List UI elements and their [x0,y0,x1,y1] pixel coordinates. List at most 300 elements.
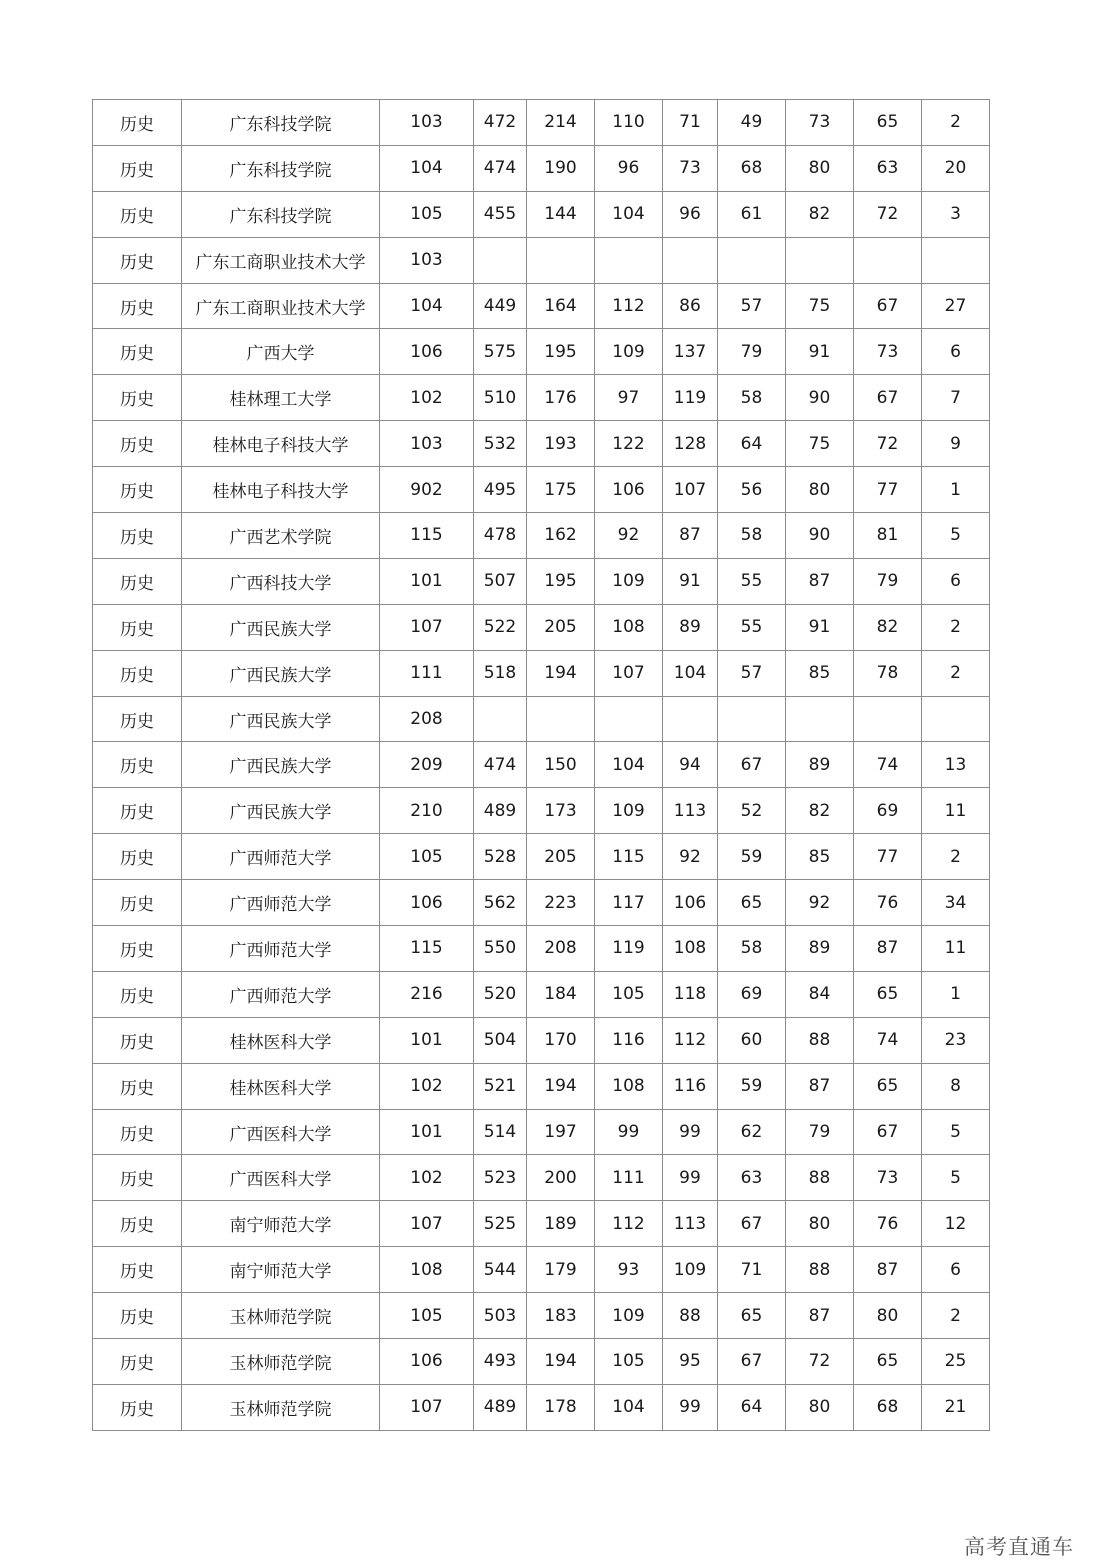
score-cell-4: 64 [718,1384,786,1430]
table-row [93,1247,990,1293]
score-cell-2: 104 [595,742,663,788]
count-cell: 3 [922,191,990,237]
score-cell-4: 56 [718,467,786,513]
score-cell-5: 82 [786,788,854,834]
table-row [93,467,990,513]
score-cell-5: 89 [786,742,854,788]
total-score-cell: 562 [474,880,527,926]
total-score-cell: 518 [474,650,527,696]
score-cell-5: 89 [786,926,854,972]
score-cell-2: 104 [595,1384,663,1430]
score-cell-5: 80 [786,467,854,513]
score-cell-3: 106 [663,880,718,926]
score-cell-1: 194 [527,1063,595,1109]
score-cell-1: 173 [527,788,595,834]
subject-cell: 历史 [93,1339,182,1385]
major-group-code-cell: 208 [380,696,474,742]
school-name-cell: 广西医科大学 [182,1155,380,1201]
score-cell-3: 92 [663,834,718,880]
total-score-cell: 514 [474,1109,527,1155]
score-cell-5: 85 [786,834,854,880]
score-cell-3: 112 [663,1017,718,1063]
subject-cell: 历史 [93,1293,182,1339]
score-cell-2: 99 [595,1109,663,1155]
score-cell-2: 92 [595,513,663,559]
score-cell-3: 99 [663,1384,718,1430]
score-cell-4: 63 [718,1155,786,1201]
score-cell-5 [786,237,854,283]
major-group-code-cell: 902 [380,467,474,513]
score-cell-5 [786,696,854,742]
total-score-cell: 489 [474,1384,527,1430]
score-cell-6: 67 [854,283,922,329]
school-name-cell: 桂林电子科技大学 [182,467,380,513]
score-cell-3: 113 [663,1201,718,1247]
score-cell-1: 195 [527,329,595,375]
major-group-code-cell: 101 [380,1017,474,1063]
subject-cell: 历史 [93,467,182,513]
major-group-code-cell: 103 [380,237,474,283]
score-cell-6: 63 [854,145,922,191]
score-cell-4: 55 [718,558,786,604]
score-cell-6: 74 [854,1017,922,1063]
score-cell-6: 87 [854,1247,922,1293]
school-name-cell: 广西师范大学 [182,834,380,880]
score-cell-2: 109 [595,558,663,604]
score-cell-6: 80 [854,1293,922,1339]
table-row [93,971,990,1017]
score-cell-2: 108 [595,1063,663,1109]
count-cell: 6 [922,329,990,375]
major-group-code-cell: 103 [380,100,474,146]
score-cell-2: 112 [595,283,663,329]
total-score-cell: 575 [474,329,527,375]
score-cell-1: 200 [527,1155,595,1201]
score-cell-6 [854,237,922,283]
score-cell-4: 71 [718,1247,786,1293]
count-cell: 13 [922,742,990,788]
score-cell-6: 77 [854,834,922,880]
score-cell-3: 88 [663,1293,718,1339]
subject-cell: 历史 [93,145,182,191]
score-cell-6: 69 [854,788,922,834]
count-cell: 2 [922,834,990,880]
score-cell-6: 65 [854,1339,922,1385]
score-cell-6: 76 [854,880,922,926]
score-cell-6: 79 [854,558,922,604]
total-score-cell: 507 [474,558,527,604]
table-row [93,1201,990,1247]
count-cell: 1 [922,467,990,513]
score-cell-5: 72 [786,1339,854,1385]
major-group-code-cell: 107 [380,604,474,650]
school-name-cell: 广西民族大学 [182,696,380,742]
school-name-cell: 广东科技学院 [182,145,380,191]
score-cell-3: 107 [663,467,718,513]
score-cell-2: 105 [595,971,663,1017]
school-name-cell: 广西民族大学 [182,742,380,788]
school-name-cell: 桂林电子科技大学 [182,421,380,467]
major-group-code-cell: 103 [380,421,474,467]
score-cell-5: 91 [786,329,854,375]
score-cell-4: 60 [718,1017,786,1063]
count-cell: 6 [922,558,990,604]
major-group-code-cell: 216 [380,971,474,1017]
score-cell-4: 59 [718,1063,786,1109]
score-cell-3: 113 [663,788,718,834]
total-score-cell: 493 [474,1339,527,1385]
score-cell-4: 65 [718,880,786,926]
subject-cell: 历史 [93,1155,182,1201]
count-cell: 2 [922,650,990,696]
score-cell-2: 109 [595,788,663,834]
total-score-cell: 522 [474,604,527,650]
school-name-cell: 广西科技大学 [182,558,380,604]
count-cell: 12 [922,1201,990,1247]
score-cell-3 [663,237,718,283]
score-cell-3: 94 [663,742,718,788]
total-score-cell: 503 [474,1293,527,1339]
score-cell-3: 116 [663,1063,718,1109]
score-cell-1: 193 [527,421,595,467]
score-cell-3: 86 [663,283,718,329]
table-body [93,100,990,1431]
table-row [93,604,990,650]
score-cell-6: 73 [854,1155,922,1201]
major-group-code-cell: 105 [380,1293,474,1339]
school-name-cell: 广西师范大学 [182,880,380,926]
score-cell-6: 65 [854,100,922,146]
major-group-code-cell: 104 [380,145,474,191]
score-cell-5: 90 [786,513,854,559]
total-score-cell: 472 [474,100,527,146]
score-cell-2: 109 [595,329,663,375]
score-cell-5: 75 [786,283,854,329]
major-group-code-cell: 101 [380,1109,474,1155]
school-name-cell: 广西艺术学院 [182,513,380,559]
subject-cell: 历史 [93,1201,182,1247]
score-cell-2: 117 [595,880,663,926]
total-score-cell: 528 [474,834,527,880]
subject-cell: 历史 [93,650,182,696]
total-score-cell: 525 [474,1201,527,1247]
major-group-code-cell: 210 [380,788,474,834]
score-cell-1: 184 [527,971,595,1017]
subject-cell: 历史 [93,788,182,834]
subject-cell: 历史 [93,375,182,421]
table-row [93,513,990,559]
count-cell: 5 [922,1155,990,1201]
score-cell-1: 175 [527,467,595,513]
score-cell-1: 179 [527,1247,595,1293]
score-cell-4: 55 [718,604,786,650]
school-name-cell: 广东工商职业技术大学 [182,283,380,329]
subject-cell: 历史 [93,834,182,880]
table-row [93,880,990,926]
score-cell-4: 79 [718,329,786,375]
total-score-cell: 520 [474,971,527,1017]
score-cell-4: 52 [718,788,786,834]
major-group-code-cell: 105 [380,834,474,880]
school-name-cell: 广西民族大学 [182,604,380,650]
score-cell-1: 205 [527,834,595,880]
score-cell-4: 59 [718,834,786,880]
major-group-code-cell: 209 [380,742,474,788]
score-cell-6: 72 [854,191,922,237]
score-cell-4: 61 [718,191,786,237]
count-cell: 5 [922,513,990,559]
score-cell-3: 91 [663,558,718,604]
table-row [93,421,990,467]
table-row [93,926,990,972]
major-group-code-cell: 108 [380,1247,474,1293]
score-cell-2: 109 [595,1293,663,1339]
subject-cell: 历史 [93,100,182,146]
score-cell-1: 205 [527,604,595,650]
score-cell-1: 170 [527,1017,595,1063]
major-group-code-cell: 115 [380,926,474,972]
score-cell-2: 97 [595,375,663,421]
total-score-cell: 504 [474,1017,527,1063]
subject-cell: 历史 [93,1384,182,1430]
score-cell-1: 194 [527,1339,595,1385]
subject-cell: 历史 [93,742,182,788]
score-cell-6: 77 [854,467,922,513]
school-name-cell: 玉林师范学院 [182,1384,380,1430]
score-cell-3: 95 [663,1339,718,1385]
score-cell-4: 49 [718,100,786,146]
major-group-code-cell: 102 [380,375,474,421]
score-cell-2: 108 [595,604,663,650]
score-cell-2: 112 [595,1201,663,1247]
score-cell-3: 104 [663,650,718,696]
school-name-cell: 桂林医科大学 [182,1063,380,1109]
score-cell-6: 68 [854,1384,922,1430]
score-cell-5: 90 [786,375,854,421]
major-group-code-cell: 106 [380,329,474,375]
subject-cell: 历史 [93,696,182,742]
score-cell-3: 89 [663,604,718,650]
count-cell: 1 [922,971,990,1017]
score-cell-1: 164 [527,283,595,329]
total-score-cell: 550 [474,926,527,972]
total-score-cell [474,696,527,742]
score-cell-2: 96 [595,145,663,191]
subject-cell: 历史 [93,237,182,283]
score-cell-5: 79 [786,1109,854,1155]
count-cell: 7 [922,375,990,421]
score-cell-2: 119 [595,926,663,972]
major-group-code-cell: 101 [380,558,474,604]
score-cell-5: 73 [786,100,854,146]
school-name-cell: 玉林师范学院 [182,1339,380,1385]
score-cell-2: 93 [595,1247,663,1293]
score-cell-3: 96 [663,191,718,237]
score-cell-6 [854,696,922,742]
table-row [93,191,990,237]
score-cell-4: 65 [718,1293,786,1339]
count-cell [922,237,990,283]
count-cell: 20 [922,145,990,191]
major-group-code-cell: 102 [380,1155,474,1201]
score-cell-6: 87 [854,926,922,972]
major-group-code-cell: 102 [380,1063,474,1109]
count-cell: 2 [922,604,990,650]
score-cell-1: 208 [527,926,595,972]
score-cell-5: 85 [786,650,854,696]
score-cell-3: 99 [663,1155,718,1201]
score-cell-6: 67 [854,1109,922,1155]
score-cell-1: 197 [527,1109,595,1155]
table-row [93,145,990,191]
score-cell-1: 223 [527,880,595,926]
score-cell-3: 71 [663,100,718,146]
table-row [93,1017,990,1063]
table-row [93,100,990,146]
score-cell-5: 80 [786,1384,854,1430]
score-cell-5: 91 [786,604,854,650]
table-row [93,237,990,283]
score-cell-4: 58 [718,926,786,972]
score-cell-6: 65 [854,971,922,1017]
count-cell: 34 [922,880,990,926]
score-cell-6: 73 [854,329,922,375]
score-cell-2: 107 [595,650,663,696]
school-name-cell: 玉林师范学院 [182,1293,380,1339]
score-cell-5: 88 [786,1247,854,1293]
total-score-cell: 474 [474,742,527,788]
count-cell: 11 [922,926,990,972]
score-cell-4: 67 [718,1201,786,1247]
subject-cell: 历史 [93,1247,182,1293]
table-row [93,283,990,329]
score-cell-2: 106 [595,467,663,513]
total-score-cell: 455 [474,191,527,237]
score-cell-5: 80 [786,145,854,191]
school-name-cell: 南宁师范大学 [182,1247,380,1293]
score-cell-6: 67 [854,375,922,421]
subject-cell: 历史 [93,1017,182,1063]
score-cell-1: 144 [527,191,595,237]
school-name-cell: 广西民族大学 [182,788,380,834]
school-name-cell: 南宁师范大学 [182,1201,380,1247]
score-cell-6: 82 [854,604,922,650]
score-cell-3: 73 [663,145,718,191]
major-group-code-cell: 107 [380,1201,474,1247]
score-cell-2: 115 [595,834,663,880]
score-cell-2: 105 [595,1339,663,1385]
school-name-cell: 广东科技学院 [182,100,380,146]
score-cell-4: 64 [718,421,786,467]
score-cell-2 [595,696,663,742]
score-cell-1: 162 [527,513,595,559]
table-row [93,558,990,604]
subject-cell: 历史 [93,1109,182,1155]
score-cell-4: 58 [718,375,786,421]
total-score-cell: 449 [474,283,527,329]
subject-cell: 历史 [93,880,182,926]
count-cell: 27 [922,283,990,329]
score-cell-6: 65 [854,1063,922,1109]
table-row [93,696,990,742]
table-row [93,788,990,834]
subject-cell: 历史 [93,329,182,375]
score-cell-3: 99 [663,1109,718,1155]
score-cell-1: 214 [527,100,595,146]
table-row [93,1109,990,1155]
score-cell-1: 176 [527,375,595,421]
subject-cell: 历史 [93,513,182,559]
score-cell-3: 137 [663,329,718,375]
table-row [93,1339,990,1385]
major-group-code-cell: 106 [380,1339,474,1385]
table-row [93,1063,990,1109]
total-score-cell: 532 [474,421,527,467]
count-cell: 8 [922,1063,990,1109]
score-cell-6: 78 [854,650,922,696]
score-cell-1: 194 [527,650,595,696]
score-cell-4: 62 [718,1109,786,1155]
admission-score-table [92,99,990,1431]
score-cell-2: 122 [595,421,663,467]
table-row [93,375,990,421]
score-cell-3: 108 [663,926,718,972]
total-score-cell: 510 [474,375,527,421]
count-cell [922,696,990,742]
total-score-cell: 474 [474,145,527,191]
count-cell: 2 [922,1293,990,1339]
total-score-cell: 489 [474,788,527,834]
score-cell-5: 87 [786,558,854,604]
total-score-cell: 544 [474,1247,527,1293]
subject-cell: 历史 [93,971,182,1017]
score-cell-1: 150 [527,742,595,788]
score-cell-5: 75 [786,421,854,467]
major-group-code-cell: 104 [380,283,474,329]
school-name-cell: 广西医科大学 [182,1109,380,1155]
count-cell: 11 [922,788,990,834]
score-cell-1: 189 [527,1201,595,1247]
table-row [93,329,990,375]
score-cell-3: 118 [663,971,718,1017]
score-cell-2: 110 [595,100,663,146]
score-cell-1: 190 [527,145,595,191]
score-cell-3 [663,696,718,742]
count-cell: 6 [922,1247,990,1293]
score-cell-6: 76 [854,1201,922,1247]
major-group-code-cell: 111 [380,650,474,696]
count-cell: 5 [922,1109,990,1155]
school-name-cell: 广东工商职业技术大学 [182,237,380,283]
score-cell-3: 87 [663,513,718,559]
total-score-cell [474,237,527,283]
score-cell-6: 72 [854,421,922,467]
score-cell-6: 74 [854,742,922,788]
score-cell-5: 88 [786,1017,854,1063]
count-cell: 9 [922,421,990,467]
table-row [93,650,990,696]
score-cell-6: 81 [854,513,922,559]
score-cell-3: 119 [663,375,718,421]
count-cell: 21 [922,1384,990,1430]
watermark: 高考直通车 [964,1535,1074,1559]
score-cell-3: 109 [663,1247,718,1293]
table-row [93,1384,990,1430]
score-cell-4: 57 [718,650,786,696]
table-row [93,834,990,880]
subject-cell: 历史 [93,191,182,237]
school-name-cell: 广西师范大学 [182,926,380,972]
